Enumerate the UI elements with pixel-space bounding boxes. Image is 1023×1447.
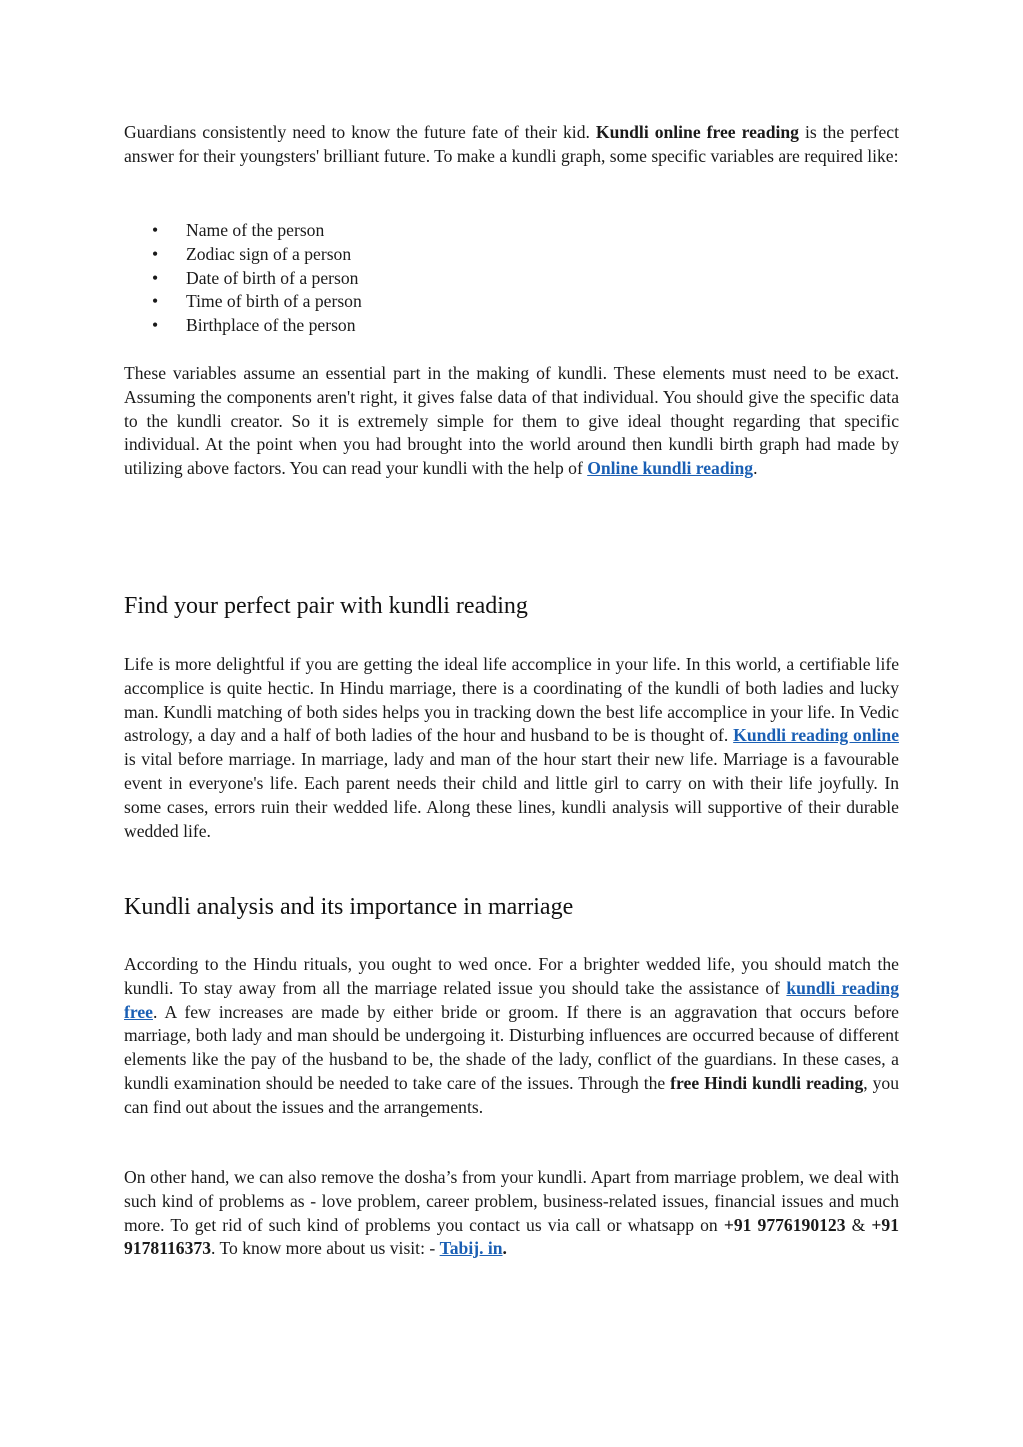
- section-heading: Find your perfect pair with kundli reading: [124, 593, 528, 619]
- paragraph-text-middle: . A few increases are made by either bride or groom. If there is an aggravation that occurs before marriage, both lady and man should be undergoing it. Disturbing influences are occurred because of different elements like the pay of the husband to be, the shade of the lady, conflict of the guardians. In these cases, a kundli examination should be needed to take care of the issues. Through the: [124, 1001, 899, 1093]
- list-item: [124, 267, 899, 291]
- intro-paragraph: [124, 121, 899, 169]
- paragraph-text: According to the Hindu rituals, you ought to wed once. For a brighter wedded life, you should match the kundli. To stay away from all the marriage related issue you should take the assistance of: [124, 954, 899, 998]
- tabij-website-link[interactable]: Tabij. in: [439, 1238, 503, 1259]
- list-item-text: Birthplace of the person: [186, 315, 356, 336]
- bullet-icon: •: [152, 220, 159, 240]
- list-item-text: Zodiac sign of a person: [186, 243, 352, 264]
- intro-text: Guardians consistently need to know the future fate of their kid.: [124, 122, 596, 142]
- bold-term: free Hindi kundli reading: [670, 1072, 864, 1093]
- list-item: [124, 314, 899, 338]
- bullet-icon: •: [152, 291, 159, 312]
- section-kundli-analysis-paragraph: [124, 953, 899, 1120]
- section-kundli-analysis: [124, 892, 899, 922]
- paragraph-text-end: .: [753, 458, 758, 479]
- variables-paragraph: [124, 362, 899, 481]
- kundli-reading-free-link[interactable]: kundli reading free: [124, 977, 899, 1022]
- intro-bold-term: Kundli online free reading: [595, 122, 799, 142]
- online-kundli-reading-link[interactable]: Online kundli reading: [587, 458, 754, 479]
- section-heading: Kundli analysis and its importance in marriage: [124, 894, 574, 920]
- paragraph-text-end: .: [502, 1238, 507, 1259]
- ampersand: &: [845, 1214, 872, 1235]
- bullet-icon: •: [152, 315, 159, 336]
- paragraph-text: These variables assume an essential part in the making of kundli. These elements must need to be exact. Assuming the components aren't right, it gives false data of that individual. You should give the specific data to the kundli creator. So it is extremely simple for them to give ideal thought regarding that specific individual. At the point when you had brought into the world around then kundli birth graph had made by utilizing above factors. You can read your kundli with the help of: [124, 363, 899, 479]
- list-item: [124, 290, 899, 314]
- section-find-pair-paragraph: [124, 653, 899, 843]
- phone-number-1: +91 9776190123: [723, 1214, 846, 1235]
- paragraph-text: On other hand, we can also remove the dosha’s from your kundli. Apart from marriage problem, we deal with such kind of problems as - love problem, career problem, business-related issues, financial issues and much more. To get rid of such kind of problems you contact us via call or whatsapp on: [124, 1167, 899, 1235]
- paragraph-text-middle: . To know more about us visit: -: [211, 1238, 440, 1259]
- list-item-text: Time of birth of a person: [186, 291, 362, 312]
- list-item-text: Name of the person: [186, 220, 325, 240]
- paragraph-text-end: , you can find out about the issues and the arrangements.: [124, 1072, 900, 1117]
- list-item: [124, 219, 899, 243]
- intro-text-after: is the perfect answer for their youngsters' brilliant future. To make a kundli graph, some specific variables are required like:: [124, 122, 899, 166]
- bullet-icon: •: [152, 267, 159, 288]
- paragraph-text: Life is more delightful if you are getting the ideal life accomplice in your life. In this world, a certifiable life accomplice is quite hectic. In Hindu marriage, there is a coordinating of the kundli of both ladies and lucky man. Kundli matching of both sides helps you in tracking down the best life accomplice in your life. In Vedic astrology, a day and a half of both ladies of the hour and husband to be is thought of.: [124, 654, 899, 746]
- closing-paragraph: [124, 1166, 899, 1261]
- list-item-text: Date of birth of a person: [186, 267, 359, 288]
- list-item: [124, 243, 899, 267]
- phone-number-2: +91 9178116373: [124, 1214, 900, 1259]
- variables-list: [124, 195, 899, 338]
- bullet-icon: •: [152, 243, 159, 264]
- kundli-reading-online-link[interactable]: Kundli reading online: [733, 725, 899, 746]
- section-find-pair: [124, 591, 899, 621]
- paragraph-text-end: is vital before marriage. In marriage, lady and man of the hour start their new life. Marriage is a favourable event in everyone's life. Each parent needs their child and little girl to carry on with their life joyfully. In some cases, errors ruin their wedded life. Along these lines, kundli analysis will supportive of their durable wedded life.: [124, 749, 899, 841]
